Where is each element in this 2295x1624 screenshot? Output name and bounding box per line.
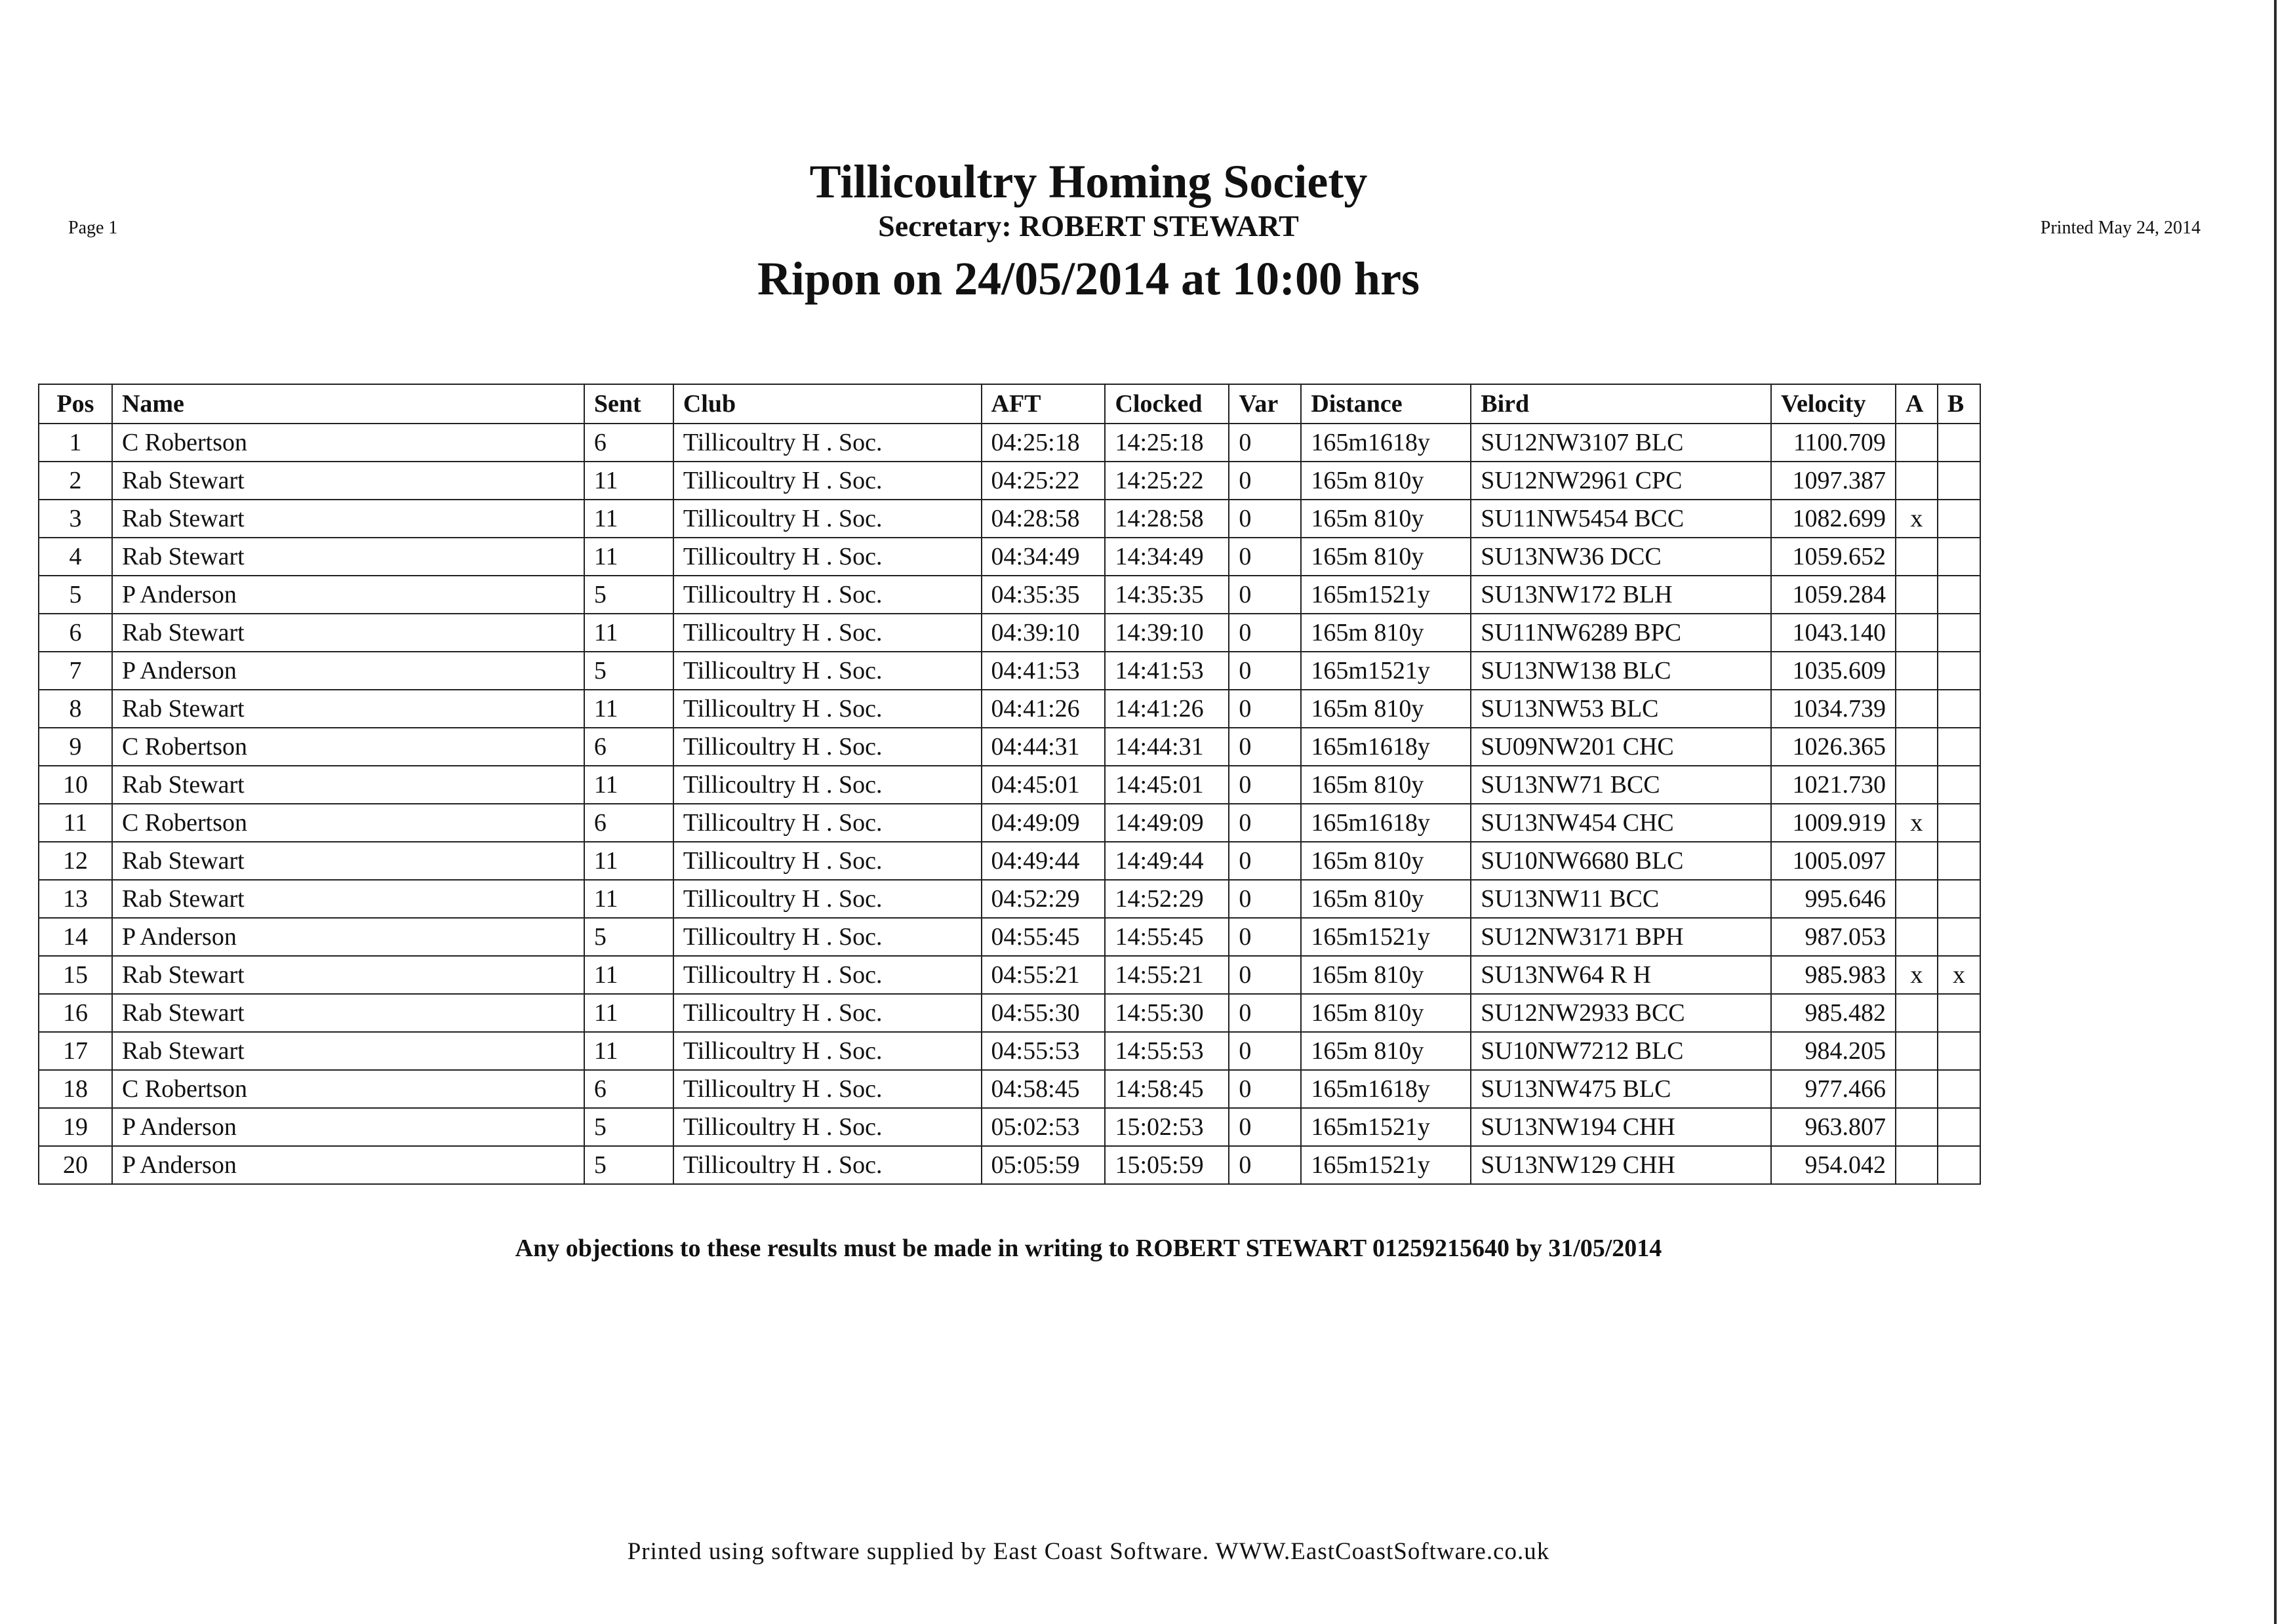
bird-cell: SU13NW172 BLH [1471,576,1771,614]
var-cell: 0 [1229,956,1301,994]
sent-cell: 5 [584,918,673,956]
b-flag-cell [1938,918,1980,956]
aft-cell: 04:25:18 [982,424,1106,462]
table-header-row [39,384,1980,424]
aft-cell: 04:41:53 [982,652,1106,690]
page-number: Page 1 [68,218,118,238]
bird-cell: SU11NW6289 BPC [1471,614,1771,652]
a-flag-cell [1896,652,1938,690]
bird-cell: SU13NW71 BCC [1471,766,1771,804]
club-cell: Tillicoultry H . Soc. [673,652,982,690]
a-flag-cell [1896,1146,1938,1184]
b-flag-cell [1938,1070,1980,1108]
clocked-cell: 14:55:21 [1105,956,1229,994]
sent-cell: 5 [584,652,673,690]
results-body [39,424,1980,1184]
clocked-cell: 14:44:31 [1105,728,1229,766]
table-row [39,918,1980,956]
name-cell: P Anderson [112,1108,584,1146]
bird-cell: SU09NW201 CHC [1471,728,1771,766]
a-flag-cell [1896,766,1938,804]
footer-credit: Printed using software supplied by East Coast Software. WWW.EastCoastSoftware.co.uk [627,1538,1550,1565]
distance-cell: 165m1521y [1301,652,1471,690]
pos-cell: 15 [39,956,112,994]
clocked-cell: 14:49:09 [1105,804,1229,842]
a-flag-cell [1896,842,1938,880]
a-flag-cell [1896,614,1938,652]
table-row [39,1146,1980,1184]
distance-cell: 165m1521y [1301,1146,1471,1184]
clocked-cell: 14:41:26 [1105,690,1229,728]
b-flag-cell [1938,424,1980,462]
club-cell: Tillicoultry H . Soc. [673,424,982,462]
aft-cell: 04:58:45 [982,1070,1106,1108]
clocked-cell: 14:39:10 [1105,614,1229,652]
secretary-line: Secretary: ROBERT STEWART [878,209,1299,243]
pos-cell: 13 [39,880,112,918]
table-row [39,728,1980,766]
aft-cell: 04:45:01 [982,766,1106,804]
var-cell: 0 [1229,766,1301,804]
clocked-cell: 14:25:18 [1105,424,1229,462]
page-edge-shadow [2274,0,2277,1624]
distance-cell: 165m 810y [1301,1032,1471,1070]
velocity-cell: 1059.284 [1771,576,1896,614]
name-cell: P Anderson [112,1146,584,1184]
distance-cell: 165m1521y [1301,918,1471,956]
velocity-cell: 985.482 [1771,994,1896,1032]
name-cell: Rab Stewart [112,880,584,918]
velocity-cell: 1100.709 [1771,424,1896,462]
aft-cell: 04:55:45 [982,918,1106,956]
pos-cell: 11 [39,804,112,842]
b-flag-cell [1938,766,1980,804]
table-row [39,880,1980,918]
clocked-cell: 14:41:53 [1105,652,1229,690]
var-cell: 0 [1229,576,1301,614]
sent-cell: 11 [584,1032,673,1070]
velocity-cell: 1059.652 [1771,538,1896,576]
aft-cell: 04:34:49 [982,538,1106,576]
distance-cell: 165m 810y [1301,614,1471,652]
velocity-cell: 1021.730 [1771,766,1896,804]
distance-cell: 165m1618y [1301,1070,1471,1108]
b-flag-cell [1938,1146,1980,1184]
velocity-cell: 984.205 [1771,1032,1896,1070]
name-cell: C Robertson [112,804,584,842]
b-flag-cell [1938,804,1980,842]
var-cell: 0 [1229,1070,1301,1108]
name-cell: P Anderson [112,652,584,690]
bird-cell: SU13NW475 BLC [1471,1070,1771,1108]
column-header-club: Club [673,384,982,424]
distance-cell: 165m 810y [1301,880,1471,918]
var-cell: 0 [1229,880,1301,918]
column-header-var: Var [1229,384,1301,424]
table-row [39,842,1980,880]
club-cell: Tillicoultry H . Soc. [673,880,982,918]
bird-cell: SU13NW11 BCC [1471,880,1771,918]
table-row [39,804,1980,842]
name-cell: Rab Stewart [112,462,584,500]
distance-cell: 165m 810y [1301,956,1471,994]
aft-cell: 04:55:30 [982,994,1106,1032]
club-cell: Tillicoultry H . Soc. [673,1108,982,1146]
pos-cell: 17 [39,1032,112,1070]
club-cell: Tillicoultry H . Soc. [673,1032,982,1070]
column-header-distance: Distance [1301,384,1471,424]
pos-cell: 8 [39,690,112,728]
bird-cell: SU10NW7212 BLC [1471,1032,1771,1070]
b-flag-cell [1938,880,1980,918]
aft-cell: 04:49:44 [982,842,1106,880]
table-row [39,652,1980,690]
a-flag-cell [1896,576,1938,614]
clocked-cell: 14:49:44 [1105,842,1229,880]
bird-cell: SU13NW138 BLC [1471,652,1771,690]
table-row [39,424,1980,462]
table-row [39,766,1980,804]
a-flag-cell [1896,1070,1938,1108]
column-header-bird: Bird [1471,384,1771,424]
var-cell: 0 [1229,994,1301,1032]
b-flag-cell [1938,576,1980,614]
column-header-pos: Pos [39,384,112,424]
table-row [39,462,1980,500]
velocity-cell: 1043.140 [1771,614,1896,652]
club-cell: Tillicoultry H . Soc. [673,918,982,956]
objection-notice: Any objections to these results must be made in writing to ROBERT STEWART 01259215640 by 31/05/2014 [515,1235,1662,1262]
sent-cell: 11 [584,956,673,994]
pos-cell: 18 [39,1070,112,1108]
club-cell: Tillicoultry H . Soc. [673,538,982,576]
pos-cell: 14 [39,918,112,956]
aft-cell: 04:44:31 [982,728,1106,766]
clocked-cell: 14:34:49 [1105,538,1229,576]
distance-cell: 165m 810y [1301,500,1471,538]
aft-cell: 04:25:22 [982,462,1106,500]
pos-cell: 9 [39,728,112,766]
pos-cell: 20 [39,1146,112,1184]
table-row [39,614,1980,652]
velocity-cell: 995.646 [1771,880,1896,918]
velocity-cell: 1035.609 [1771,652,1896,690]
sent-cell: 11 [584,690,673,728]
sent-cell: 5 [584,576,673,614]
b-flag-cell [1938,1032,1980,1070]
var-cell: 0 [1229,462,1301,500]
var-cell: 0 [1229,538,1301,576]
bird-cell: SU12NW2961 CPC [1471,462,1771,500]
name-cell: C Robertson [112,1070,584,1108]
clocked-cell: 15:02:53 [1105,1108,1229,1146]
distance-cell: 165m 810y [1301,994,1471,1032]
bird-cell: SU11NW5454 BCC [1471,500,1771,538]
club-cell: Tillicoultry H . Soc. [673,842,982,880]
bird-cell: SU13NW129 CHH [1471,1146,1771,1184]
distance-cell: 165m 810y [1301,462,1471,500]
velocity-cell: 963.807 [1771,1108,1896,1146]
velocity-cell: 1009.919 [1771,804,1896,842]
sent-cell: 11 [584,842,673,880]
b-flag-cell [1938,652,1980,690]
club-cell: Tillicoultry H . Soc. [673,994,982,1032]
column-header-a: A [1896,384,1938,424]
a-flag-cell [1896,538,1938,576]
var-cell: 0 [1229,690,1301,728]
velocity-cell: 987.053 [1771,918,1896,956]
aft-cell: 04:52:29 [982,880,1106,918]
distance-cell: 165m1521y [1301,576,1471,614]
b-flag-cell [1938,538,1980,576]
column-header-sent: Sent [584,384,673,424]
bird-cell: SU13NW53 BLC [1471,690,1771,728]
velocity-cell: 1034.739 [1771,690,1896,728]
sent-cell: 6 [584,1070,673,1108]
distance-cell: 165m 810y [1301,538,1471,576]
pos-cell: 5 [39,576,112,614]
var-cell: 0 [1229,1108,1301,1146]
name-cell: Rab Stewart [112,690,584,728]
a-flag-cell [1896,424,1938,462]
sent-cell: 5 [584,1146,673,1184]
b-flag-cell [1938,994,1980,1032]
bird-cell: SU12NW3107 BLC [1471,424,1771,462]
column-header-velocity: Velocity [1771,384,1896,424]
velocity-cell: 985.983 [1771,956,1896,994]
pos-cell: 10 [39,766,112,804]
velocity-cell: 1026.365 [1771,728,1896,766]
pos-cell: 3 [39,500,112,538]
clocked-cell: 14:52:29 [1105,880,1229,918]
velocity-cell: 1082.699 [1771,500,1896,538]
sent-cell: 11 [584,462,673,500]
var-cell: 0 [1229,500,1301,538]
a-flag-cell [1896,1108,1938,1146]
b-flag-cell [1938,842,1980,880]
sent-cell: 5 [584,1108,673,1146]
club-cell: Tillicoultry H . Soc. [673,766,982,804]
name-cell: Rab Stewart [112,994,584,1032]
distance-cell: 165m1521y [1301,1108,1471,1146]
page-title: Tillicoultry Homing Society [809,155,1368,208]
table-row [39,1070,1980,1108]
clocked-cell: 14:35:35 [1105,576,1229,614]
b-flag-cell [1938,500,1980,538]
club-cell: Tillicoultry H . Soc. [673,462,982,500]
sent-cell: 11 [584,500,673,538]
b-flag-cell [1938,728,1980,766]
a-flag-cell [1896,880,1938,918]
name-cell: P Anderson [112,576,584,614]
sent-cell: 11 [584,614,673,652]
bird-cell: SU13NW36 DCC [1471,538,1771,576]
table-row [39,690,1980,728]
clocked-cell: 14:28:58 [1105,500,1229,538]
b-flag-cell: x [1938,956,1980,994]
aft-cell: 05:02:53 [982,1108,1106,1146]
clocked-cell: 14:45:01 [1105,766,1229,804]
club-cell: Tillicoultry H . Soc. [673,804,982,842]
name-cell: Rab Stewart [112,956,584,994]
club-cell: Tillicoultry H . Soc. [673,614,982,652]
name-cell: C Robertson [112,424,584,462]
a-flag-cell: x [1896,804,1938,842]
bird-cell: SU13NW454 CHC [1471,804,1771,842]
table-row [39,1032,1980,1070]
distance-cell: 165m 810y [1301,766,1471,804]
var-cell: 0 [1229,1146,1301,1184]
a-flag-cell: x [1896,500,1938,538]
club-cell: Tillicoultry H . Soc. [673,1070,982,1108]
name-cell: C Robertson [112,728,584,766]
b-flag-cell [1938,462,1980,500]
printed-date: Printed May 24, 2014 [2040,218,2201,238]
velocity-cell: 954.042 [1771,1146,1896,1184]
var-cell: 0 [1229,652,1301,690]
aft-cell: 05:05:59 [982,1146,1106,1184]
clocked-cell: 14:55:30 [1105,994,1229,1032]
club-cell: Tillicoultry H . Soc. [673,1146,982,1184]
a-flag-cell [1896,994,1938,1032]
column-header-name: Name [112,384,584,424]
clocked-cell: 14:25:22 [1105,462,1229,500]
aft-cell: 04:28:58 [982,500,1106,538]
name-cell: Rab Stewart [112,1032,584,1070]
var-cell: 0 [1229,804,1301,842]
club-cell: Tillicoultry H . Soc. [673,956,982,994]
name-cell: Rab Stewart [112,842,584,880]
a-flag-cell: x [1896,956,1938,994]
sent-cell: 6 [584,804,673,842]
column-header-aft: AFT [982,384,1106,424]
aft-cell: 04:35:35 [982,576,1106,614]
pos-cell: 12 [39,842,112,880]
club-cell: Tillicoultry H . Soc. [673,690,982,728]
results-table [38,384,1981,1185]
velocity-cell: 977.466 [1771,1070,1896,1108]
distance-cell: 165m1618y [1301,424,1471,462]
sent-cell: 11 [584,538,673,576]
table-row [39,956,1980,994]
clocked-cell: 14:58:45 [1105,1070,1229,1108]
pos-cell: 19 [39,1108,112,1146]
aft-cell: 04:55:53 [982,1032,1106,1070]
a-flag-cell [1896,918,1938,956]
a-flag-cell [1896,1032,1938,1070]
a-flag-cell [1896,690,1938,728]
club-cell: Tillicoultry H . Soc. [673,728,982,766]
pos-cell: 4 [39,538,112,576]
pos-cell: 2 [39,462,112,500]
column-header-b: B [1938,384,1980,424]
aft-cell: 04:41:26 [982,690,1106,728]
aft-cell: 04:55:21 [982,956,1106,994]
velocity-cell: 1005.097 [1771,842,1896,880]
distance-cell: 165m1618y [1301,728,1471,766]
table-row [39,500,1980,538]
aft-cell: 04:49:09 [982,804,1106,842]
velocity-cell: 1097.387 [1771,462,1896,500]
b-flag-cell [1938,614,1980,652]
var-cell: 0 [1229,1032,1301,1070]
table-row [39,1108,1980,1146]
sent-cell: 6 [584,424,673,462]
clocked-cell: 14:55:45 [1105,918,1229,956]
bird-cell: SU13NW194 CHH [1471,1108,1771,1146]
name-cell: Rab Stewart [112,538,584,576]
distance-cell: 165m 810y [1301,842,1471,880]
name-cell: Rab Stewart [112,614,584,652]
table-row [39,994,1980,1032]
pos-cell: 6 [39,614,112,652]
club-cell: Tillicoultry H . Soc. [673,500,982,538]
a-flag-cell [1896,728,1938,766]
sent-cell: 6 [584,728,673,766]
column-header-clocked: Clocked [1105,384,1229,424]
name-cell: P Anderson [112,918,584,956]
bird-cell: SU13NW64 R H [1471,956,1771,994]
b-flag-cell [1938,1108,1980,1146]
pos-cell: 1 [39,424,112,462]
distance-cell: 165m 810y [1301,690,1471,728]
bird-cell: SU12NW3171 BPH [1471,918,1771,956]
var-cell: 0 [1229,842,1301,880]
pos-cell: 16 [39,994,112,1032]
distance-cell: 165m1618y [1301,804,1471,842]
pos-cell: 7 [39,652,112,690]
clocked-cell: 15:05:59 [1105,1146,1229,1184]
var-cell: 0 [1229,918,1301,956]
b-flag-cell [1938,690,1980,728]
name-cell: Rab Stewart [112,500,584,538]
var-cell: 0 [1229,424,1301,462]
table-row [39,538,1980,576]
var-cell: 0 [1229,728,1301,766]
bird-cell: SU10NW6680 BLC [1471,842,1771,880]
bird-cell: SU12NW2933 BCC [1471,994,1771,1032]
sent-cell: 11 [584,994,673,1032]
club-cell: Tillicoultry H . Soc. [673,576,982,614]
sent-cell: 11 [584,880,673,918]
a-flag-cell [1896,462,1938,500]
race-heading: Ripon on 24/05/2014 at 10:00 hrs [757,252,1420,305]
aft-cell: 04:39:10 [982,614,1106,652]
var-cell: 0 [1229,614,1301,652]
sent-cell: 11 [584,766,673,804]
table-row [39,576,1980,614]
name-cell: Rab Stewart [112,766,584,804]
clocked-cell: 14:55:53 [1105,1032,1229,1070]
